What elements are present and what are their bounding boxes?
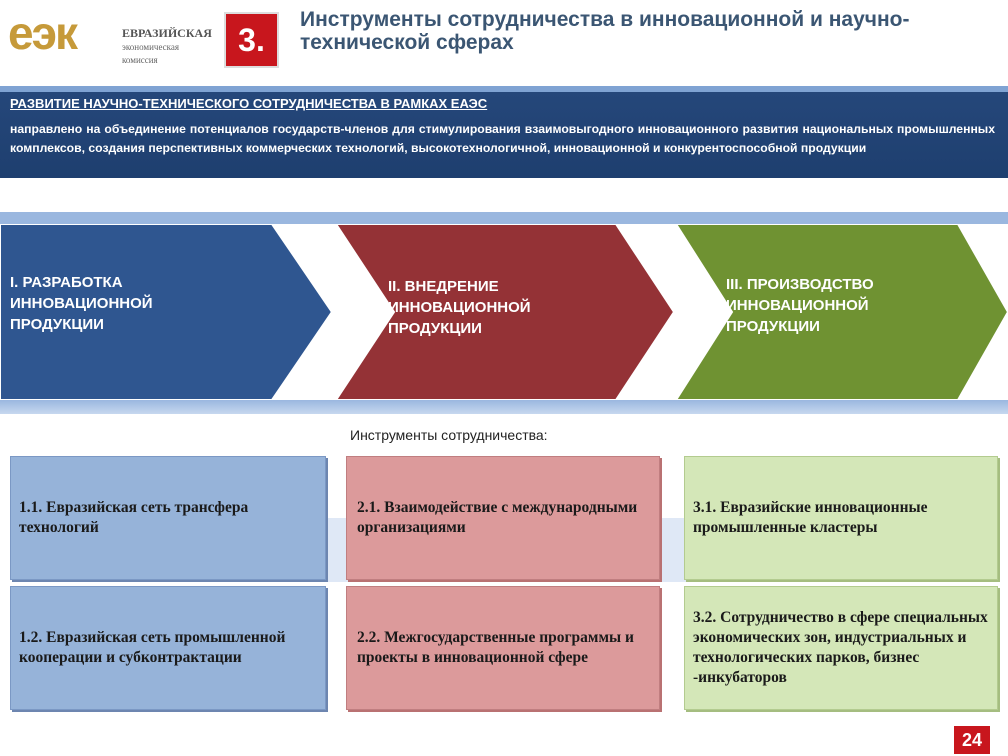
tool-card-3-1 — [684, 456, 998, 580]
tool-card-2-1-text: 2.1. Взаимодействие с международными организациями — [357, 499, 638, 536]
logo-mark: еэк — [8, 7, 77, 59]
section-number-badge: 3. — [224, 12, 279, 68]
stages-band-bottom — [0, 400, 1008, 414]
tool-card-2-2-text: 2.2. Межгосударственные программы и проекты в инновационной сфере — [357, 629, 634, 666]
stages-band-top — [0, 212, 1008, 224]
tool-card-3-2-text: 3.2. Сотрудничество в сфере специальных экономических зон, индустриальных и технологических парков, бизнес -инкубаторов — [693, 609, 988, 686]
intro-text: направлено на объединение потенциалов государств-членов для стимулирования взаимовыгодного инновационного развития национальных промышленных комплексов, создания перспективных коммерческих технологий, высокотехнологичной, инновационной и конкурентоспособной продукции — [10, 122, 995, 155]
stage-arrow-1-label: I. РАЗРАБОТКА ИННОВАЦИОННОЙ ПРОДУКЦИИ — [10, 274, 153, 333]
logo-text-line1: ЕВРАЗИЙСКАЯ — [122, 26, 212, 40]
tool-card-2-1 — [346, 456, 660, 580]
intro-heading: РАЗВИТИЕ НАУЧНО-ТЕХНИЧЕСКОГО СОТРУДНИЧЕСТВА В РАМКАХ ЕАЭС — [10, 96, 488, 111]
tools-caption: Инструменты сотрудничества: — [350, 427, 548, 443]
tool-card-1-2-text: 1.2. Евразийская сеть промышленной кооперации и субконтрактации — [19, 629, 286, 666]
tool-card-1-1 — [10, 456, 326, 580]
stage-arrow-3 — [676, 224, 1008, 400]
tool-card-1-2 — [10, 586, 326, 710]
tool-card-3-2 — [684, 586, 998, 710]
logo-text-line3: комиссия — [122, 55, 158, 65]
stage-arrow-3-label: III. ПРОИЗВОДСТВО ИННОВАЦИОННОЙ ПРОДУКЦИИ — [726, 276, 874, 335]
page-title: Инструменты сотрудничества в инновационной и научно-технической сферах — [300, 8, 910, 54]
logo-text-line2: экономическая — [122, 42, 180, 52]
tool-card-2-2 — [346, 586, 660, 710]
tool-card-3-1-text: 3.1. Евразийские инновационные промышленные кластеры — [693, 499, 928, 536]
stage-arrow-1 — [0, 224, 335, 400]
page-number: 24 — [954, 726, 990, 754]
stage-arrow-2-label: II. ВНЕДРЕНИЕ ИННОВАЦИОННОЙ ПРОДУКЦИИ — [388, 278, 531, 337]
tool-card-1-1-text: 1.1. Евразийская сеть трансфера технологий — [19, 499, 249, 536]
stage-arrow-2 — [336, 224, 676, 400]
